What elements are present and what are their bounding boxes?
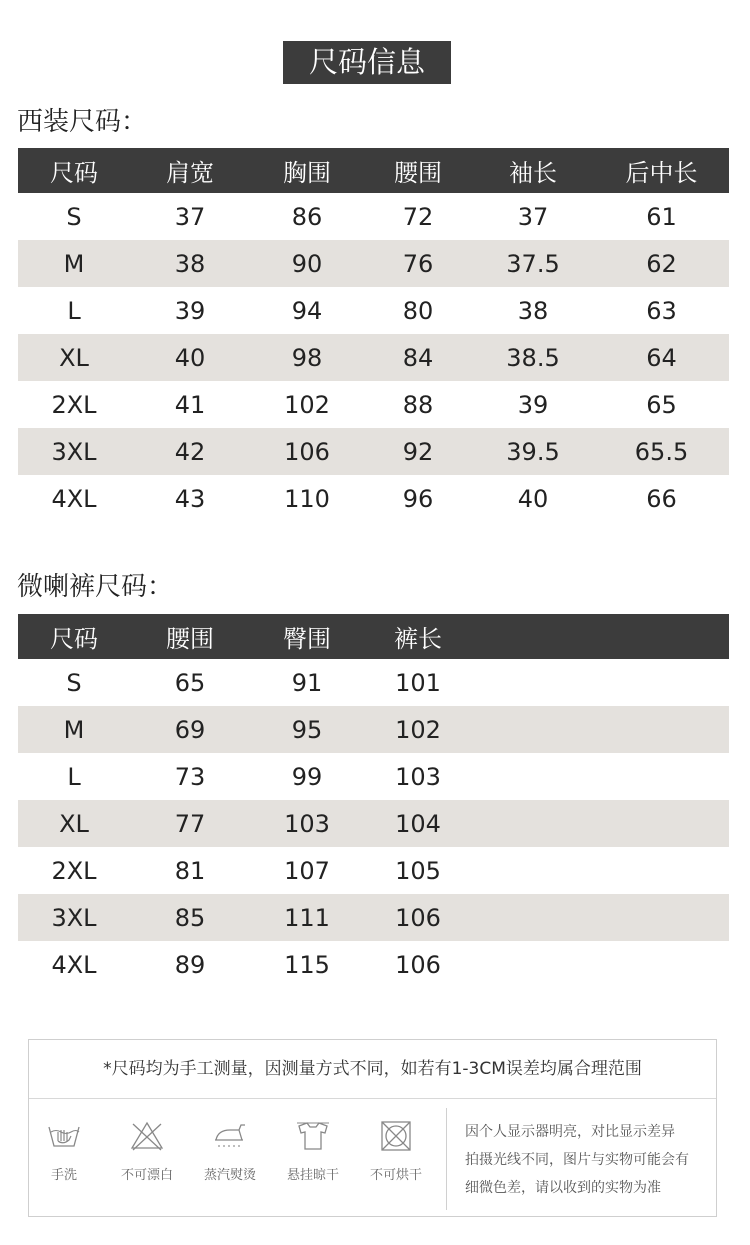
steam-iron-icon [212, 1120, 248, 1152]
table-row [18, 287, 729, 334]
table-cell: 43 [174, 484, 206, 513]
table-cell: 77 [130, 800, 250, 847]
disclaimer-line: 拍摄光线不同，图片与实物可能会有 [465, 1152, 689, 1168]
table-cell: 84 [364, 334, 472, 381]
table-cell: 42 [130, 428, 250, 475]
table-cell: XL [18, 334, 130, 381]
table-cell: 107 [284, 856, 330, 885]
row-filler [472, 753, 729, 800]
table-cell: 38 [130, 240, 250, 287]
care-label: 蒸汽熨烫 [203, 1168, 256, 1183]
table-row [18, 193, 729, 240]
row-filler [472, 847, 729, 894]
table-cell: 110 [284, 484, 330, 513]
care-label: 不可漂白 [120, 1168, 173, 1183]
column-header: 腰围 [364, 148, 472, 193]
table-header-row [18, 614, 729, 659]
care-label: 手洗 [50, 1168, 77, 1183]
hand-wash-icon [46, 1120, 82, 1152]
table-cell: 91 [291, 668, 323, 697]
table-cell: 96 [402, 484, 434, 513]
table-cell: 3XL [18, 894, 130, 941]
table-cell: 61 [646, 202, 677, 231]
table-cell: 2XL [51, 856, 97, 885]
column-header: 裤长 [364, 614, 472, 659]
table-row [18, 475, 729, 522]
table-row [18, 659, 729, 706]
table-cell: 65 [646, 390, 677, 419]
care-item-steam-iron [195, 1100, 265, 1183]
table-row [18, 381, 729, 428]
no-tumble-dry-icon [378, 1120, 414, 1152]
column-header: 袖长 [472, 148, 594, 193]
table-cell: M [18, 706, 130, 753]
pants-size-table [18, 614, 729, 988]
table-cell: S [66, 202, 82, 231]
table-cell: 3XL [18, 428, 130, 475]
table-cell: 101 [395, 668, 441, 697]
table-cell: 94 [291, 296, 323, 325]
table-cell: 39.5 [472, 428, 594, 475]
column-header: 胸围 [250, 148, 364, 193]
table-cell: 80 [402, 296, 434, 325]
row-filler [472, 659, 729, 706]
table-cell: 106 [395, 950, 441, 979]
table-row [18, 800, 729, 847]
table-cell: 37 [517, 202, 549, 231]
table-cell: 37 [174, 202, 206, 231]
care-item-no-bleach [112, 1100, 182, 1183]
table-cell: 90 [250, 240, 364, 287]
table-cell: 40 [130, 334, 250, 381]
table-row [18, 334, 729, 381]
column-header: 尺码 [18, 614, 130, 659]
table-row [18, 753, 729, 800]
table-cell: 38.5 [472, 334, 594, 381]
table-cell: 86 [291, 202, 323, 231]
table-cell: 92 [364, 428, 472, 475]
row-filler [472, 894, 729, 941]
table-header-row [18, 148, 729, 193]
no-bleach-icon [129, 1120, 165, 1152]
table-cell: 66 [646, 484, 677, 513]
hang-dry-icon [295, 1120, 331, 1152]
table-row [18, 706, 729, 753]
table-row [18, 894, 729, 941]
table-cell: 89 [174, 950, 206, 979]
column-header: 腰围 [130, 614, 250, 659]
table-cell: M [18, 240, 130, 287]
table-cell: 2XL [51, 390, 97, 419]
column-header: 肩宽 [130, 148, 250, 193]
measurement-note: *尺码均为手工测量，因测量方式不同，如若有1-3CM误差均属合理范围 [29, 1040, 716, 1099]
table-cell: 40 [517, 484, 549, 513]
disclaimer-line: 因个人显示器明亮，对比显示差异 [465, 1124, 675, 1140]
table-cell: 76 [364, 240, 472, 287]
table-cell: 38 [517, 296, 549, 325]
table-cell: 111 [250, 894, 364, 941]
table-cell: 39 [174, 296, 206, 325]
care-label: 不可烘干 [369, 1168, 422, 1183]
disclaimer-line: 细微色差，请以收到的实物为准 [465, 1180, 661, 1196]
table-cell: 64 [594, 334, 729, 381]
table-cell: 106 [364, 894, 472, 941]
column-header: 臀围 [250, 614, 364, 659]
table-cell: 106 [250, 428, 364, 475]
table-cell: 73 [174, 762, 206, 791]
care-label: 悬挂晾干 [286, 1168, 339, 1183]
suit-size-heading: 西装尺码： [17, 107, 148, 137]
row-filler [472, 941, 729, 988]
color-disclaimer [465, 1118, 715, 1202]
suit-size-table [18, 148, 729, 522]
table-cell: 39 [517, 390, 549, 419]
table-cell: 104 [364, 800, 472, 847]
table-cell: 103 [250, 800, 364, 847]
row-filler [472, 706, 729, 753]
table-cell: 65 [174, 668, 206, 697]
table-cell: 95 [250, 706, 364, 753]
column-header: 尺码 [18, 148, 130, 193]
care-item-no-tumble-dry [361, 1100, 431, 1183]
table-row [18, 847, 729, 894]
table-cell: 115 [284, 950, 330, 979]
table-cell: L [67, 296, 81, 325]
divider [446, 1108, 447, 1210]
table-row [18, 941, 729, 988]
table-cell: 81 [174, 856, 206, 885]
care-icon-row [29, 1100, 445, 1216]
header-filler [472, 614, 729, 659]
care-instructions-panel [28, 1039, 717, 1217]
table-cell: 41 [174, 390, 206, 419]
table-row [18, 240, 729, 287]
column-header: 后中长 [594, 148, 729, 193]
table-cell: 63 [646, 296, 677, 325]
table-cell: 4XL [51, 484, 97, 513]
table-cell: 88 [402, 390, 434, 419]
table-cell: 62 [594, 240, 729, 287]
table-cell: 103 [395, 762, 441, 791]
table-cell: 105 [395, 856, 441, 885]
care-item-hang-dry [278, 1100, 348, 1183]
table-cell: 99 [291, 762, 323, 791]
table-cell: 72 [402, 202, 434, 231]
page-title: 尺码信息 [283, 41, 451, 84]
table-cell: 102 [364, 706, 472, 753]
table-cell: 85 [130, 894, 250, 941]
table-cell: XL [18, 800, 130, 847]
table-cell: 102 [284, 390, 330, 419]
table-row [18, 428, 729, 475]
table-cell: 69 [130, 706, 250, 753]
row-filler [472, 800, 729, 847]
table-cell: 37.5 [472, 240, 594, 287]
pants-size-heading: 微喇裤尺码： [17, 572, 174, 602]
table-cell: L [67, 762, 81, 791]
table-cell: 4XL [51, 950, 97, 979]
table-cell: S [66, 668, 82, 697]
table-cell: 65.5 [594, 428, 729, 475]
care-item-hand-wash [29, 1100, 99, 1183]
table-cell: 98 [250, 334, 364, 381]
